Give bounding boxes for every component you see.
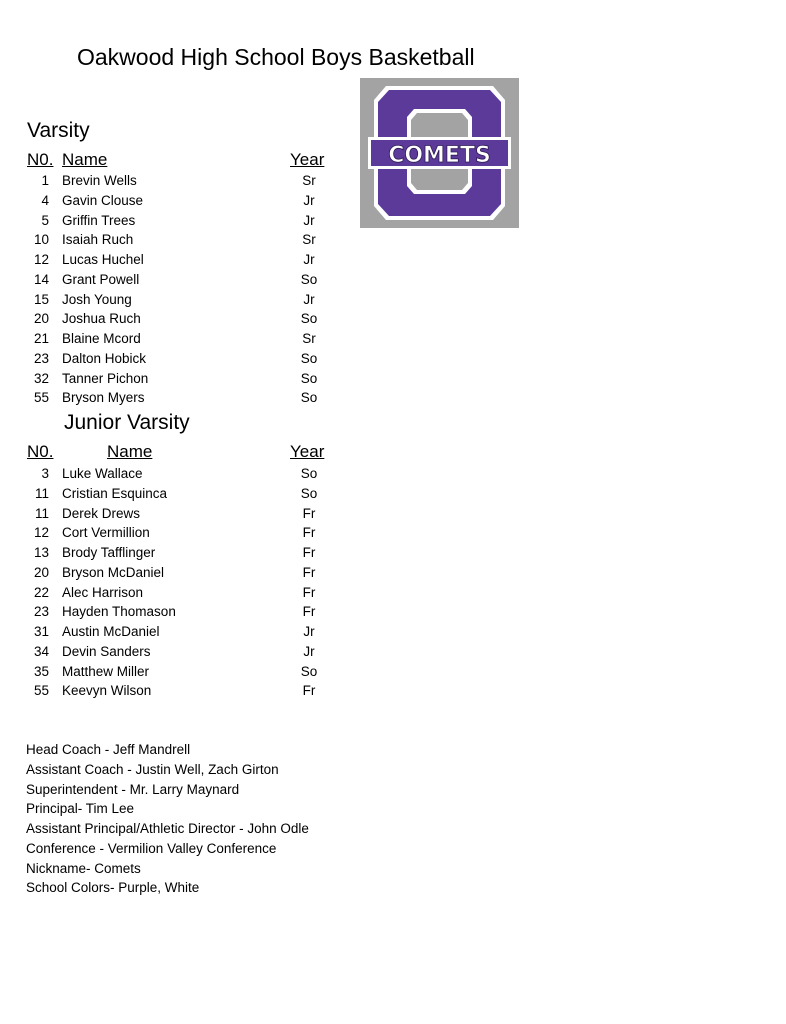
info-line: Assistant Principal/Athletic Director - John Odle: [26, 821, 309, 836]
jv-header-year: Year: [290, 442, 325, 461]
info-line: Assistant Coach - Justin Well, Zach Girton: [26, 761, 279, 777]
player-year: Jr: [303, 252, 315, 267]
info-line: Head Coach - Jeff Mandrell: [26, 742, 191, 757]
jv-header-name: Name: [107, 442, 153, 461]
player-name: Brody Tafflinger: [62, 545, 156, 560]
logo-text: COMETS: [388, 143, 491, 168]
player-number: 31: [33, 624, 49, 639]
table-row: [0, 505, 360, 525]
player-number: 3: [41, 466, 49, 481]
player-year: Sr: [302, 173, 316, 188]
player-year: Jr: [303, 212, 315, 228]
player-name: Derek Drews: [62, 505, 141, 521]
player-number: 5: [41, 212, 49, 228]
player-number: 32: [33, 370, 49, 386]
info-line: Nickname- Comets: [26, 860, 141, 876]
player-name: Cristian Esquinca: [62, 485, 168, 501]
player-name: Griffin Trees: [62, 212, 136, 228]
info-line: Conference - Vermilion Valley Conference: [26, 840, 277, 856]
player-name: Joshua Ruch: [62, 311, 141, 327]
player-number: 13: [33, 545, 49, 560]
table-row: [0, 212, 360, 232]
player-year: Fr: [302, 564, 316, 580]
table-row: [0, 623, 360, 643]
player-number: 21: [33, 331, 49, 346]
table-row: [0, 389, 360, 409]
table-row: [0, 465, 360, 485]
player-year: Fr: [302, 683, 316, 699]
info-line: Principal- Tim Lee: [26, 801, 135, 817]
varsity-header-no: N0.: [27, 150, 54, 169]
player-name: Cort Vermillion: [62, 525, 150, 541]
comets-o-logo-icon: [360, 78, 519, 228]
table-row: [0, 251, 360, 271]
player-year: Fr: [302, 525, 316, 541]
player-year: Sr: [302, 232, 316, 248]
table-row: [0, 564, 360, 584]
player-year: So: [300, 485, 318, 501]
table-row: [0, 192, 360, 212]
table-row: [0, 524, 360, 544]
player-number: 20: [33, 564, 49, 580]
player-number: 12: [33, 525, 49, 541]
player-name: Isaiah Ruch: [62, 232, 134, 248]
player-name: Luke Wallace: [62, 466, 143, 481]
info-line: Superintendent - Mr. Larry Maynard: [26, 781, 240, 797]
jv-header-no: N0.: [27, 442, 54, 461]
player-year: Fr: [302, 505, 316, 521]
player-number: 20: [33, 311, 49, 327]
player-name: Gavin Clouse: [62, 192, 144, 208]
player-name: Grant Powell: [62, 271, 140, 287]
player-name: Brevin Wells: [62, 173, 137, 188]
player-year: Fr: [302, 584, 316, 600]
varsity-header-name: Name: [62, 150, 108, 169]
player-name: Bryson McDaniel: [62, 564, 165, 580]
table-row: [0, 643, 360, 663]
table-row: [0, 603, 360, 623]
player-name: Devin Sanders: [62, 643, 151, 659]
player-name: Keevyn Wilson: [62, 683, 152, 699]
player-number: 22: [33, 584, 49, 600]
player-year: Jr: [303, 192, 315, 208]
table-row: [0, 350, 360, 370]
player-name: Austin McDaniel: [62, 624, 160, 639]
player-number: 14: [33, 271, 49, 287]
jv-title: Junior Varsity: [64, 411, 190, 434]
player-name: Josh Young: [62, 291, 132, 307]
player-number: 34: [33, 643, 49, 659]
player-number: 55: [33, 390, 49, 406]
table-row: [0, 271, 360, 291]
player-year: So: [300, 390, 318, 406]
player-number: 11: [34, 505, 49, 521]
page-title: Oakwood High School Boys Basketball: [77, 44, 475, 70]
table-row: [0, 310, 360, 330]
player-number: 23: [33, 350, 49, 366]
player-number: 4: [41, 192, 49, 208]
player-number: 35: [33, 663, 49, 679]
table-row: [0, 291, 360, 311]
school-info: [26, 742, 309, 900]
table-row: [0, 682, 360, 702]
player-year: Jr: [303, 291, 315, 307]
table-row: [0, 231, 360, 251]
player-number: 10: [33, 232, 49, 248]
player-name: Dalton Hobick: [62, 350, 147, 366]
player-number: 1: [41, 173, 49, 188]
player-number: 15: [33, 291, 49, 307]
player-year: So: [300, 311, 318, 327]
table-row: [0, 172, 360, 192]
table-row: [0, 663, 360, 683]
player-year: Jr: [303, 643, 315, 659]
player-name: Alec Harrison: [62, 584, 144, 600]
player-number: 23: [33, 604, 49, 620]
varsity-title: Varsity: [27, 119, 90, 142]
player-year: Sr: [302, 331, 316, 346]
player-number: 12: [33, 252, 49, 267]
player-name: Blaine Mcord: [62, 331, 141, 346]
player-name: Bryson Myers: [62, 390, 145, 406]
info-line: School Colors- Purple, White: [26, 880, 200, 896]
table-row: [0, 544, 360, 564]
table-row: [0, 330, 360, 350]
jv-roster: [0, 465, 360, 702]
table-row: [0, 584, 360, 604]
player-number: 11: [34, 485, 49, 501]
player-name: Matthew Miller: [62, 663, 150, 679]
player-year: So: [300, 466, 318, 481]
comets-logo: [360, 78, 519, 228]
table-row: [0, 485, 360, 505]
player-year: So: [300, 271, 318, 287]
player-year: Fr: [302, 545, 316, 560]
player-year: So: [300, 350, 318, 366]
player-name: Tanner Pichon: [62, 370, 149, 386]
table-row: [0, 370, 360, 390]
player-year: Fr: [302, 604, 316, 620]
player-year: So: [300, 663, 318, 679]
varsity-roster: [0, 172, 360, 409]
player-name: Hayden Thomason: [62, 604, 176, 620]
player-number: 55: [33, 683, 49, 699]
varsity-header-year: Year: [290, 150, 325, 169]
player-year: Jr: [303, 624, 315, 639]
player-name: Lucas Huchel: [62, 252, 144, 267]
player-year: So: [300, 370, 318, 386]
